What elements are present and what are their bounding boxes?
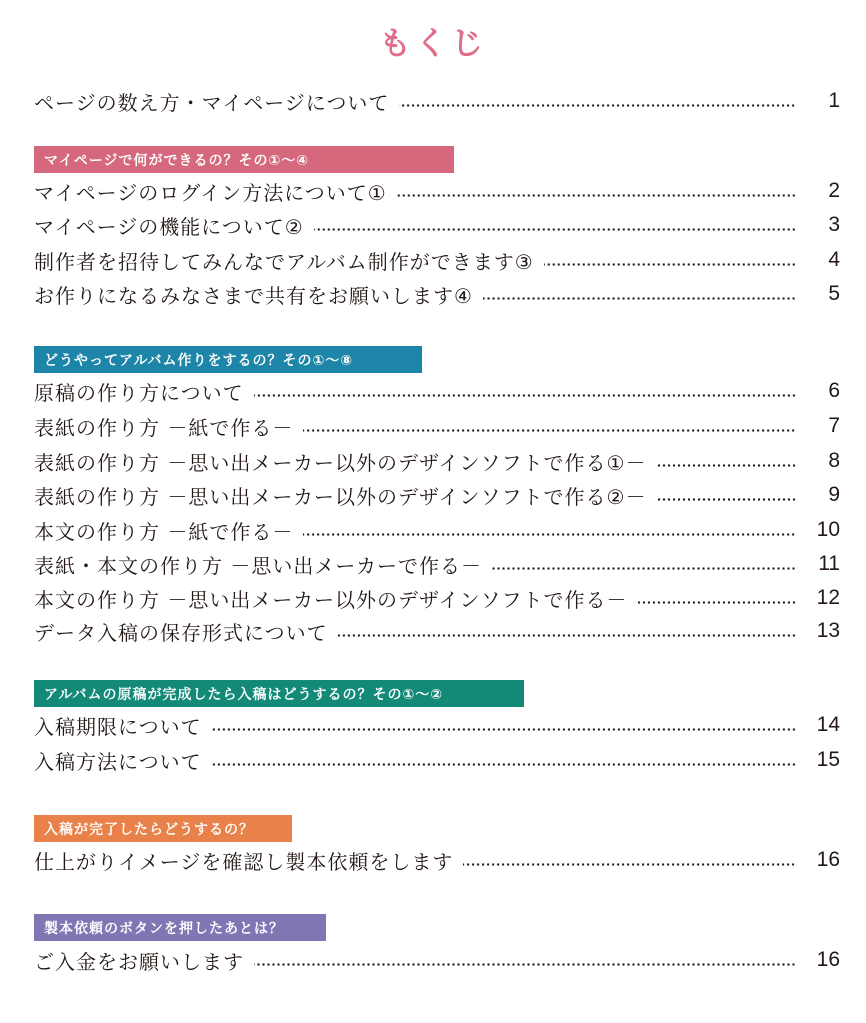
toc-entry-page: 9: [828, 483, 840, 506]
toc-entry-label: 仕上がりイメージを確認し製本依頼をします: [34, 849, 454, 874]
dotted-leader: [544, 263, 796, 266]
toc-entry[interactable]: [34, 210, 840, 240]
dotted-leader: [657, 464, 797, 467]
toc-entry[interactable]: [34, 446, 840, 476]
toc-entry-page: 2: [828, 179, 840, 202]
toc-entry[interactable]: [34, 845, 840, 875]
toc-entry-page: 16: [816, 948, 840, 971]
toc-entry-label: 表紙の作り方 －思い出メーカー以外のデザインソフトで作る①－: [34, 450, 647, 475]
toc-entry-page: 11: [818, 552, 840, 575]
section-header-after-binding-request: 製本依頼のボタンを押したあとは？: [34, 914, 326, 941]
dotted-leader: [314, 228, 796, 231]
dotted-leader: [338, 634, 796, 637]
dotted-leader: [397, 194, 796, 197]
dotted-leader: [463, 863, 796, 866]
toc-entry-label: 表紙・本文の作り方 －思い出メーカーで作る－: [34, 553, 482, 578]
dotted-leader: [303, 429, 796, 432]
toc-entry-page: 5: [828, 282, 840, 305]
toc-entry[interactable]: [34, 176, 840, 206]
toc-entry[interactable]: [34, 245, 840, 275]
dotted-leader: [254, 963, 796, 966]
toc-entry-label: ご入金をお願いします: [34, 949, 244, 974]
toc-entry[interactable]: [34, 549, 840, 579]
toc-entry[interactable]: [34, 616, 840, 646]
toc-entry-page: 12: [816, 586, 840, 609]
dotted-leader: [254, 394, 796, 397]
dotted-leader: [483, 297, 796, 300]
toc-entry-label: 入稿方法について: [34, 749, 202, 774]
dotted-leader: [303, 533, 796, 536]
toc-entry[interactable]: [34, 745, 840, 775]
toc-entry-page-counting[interactable]: [34, 86, 840, 116]
toc-entry[interactable]: [34, 515, 840, 545]
toc-entry-page: 4: [828, 248, 840, 271]
section-header-submission: アルバムの原稿が完成したら入稿はどうするの？その①～②: [34, 680, 524, 707]
toc-entry[interactable]: [34, 710, 840, 740]
toc-entry-label: 本文の作り方 －思い出メーカー以外のデザインソフトで作る－: [34, 587, 628, 612]
toc-entry-page: 3: [828, 213, 840, 236]
toc-entry-label: 本文の作り方 －紙で作る－: [34, 519, 294, 544]
dotted-leader: [212, 763, 796, 766]
toc-entry[interactable]: [34, 583, 840, 613]
section-header-mypage: マイページで何ができるの？その①～④: [34, 146, 454, 173]
toc-entry-page: 15: [816, 748, 840, 771]
toc-entry-page: 13: [816, 619, 840, 642]
toc-entry[interactable]: [34, 376, 840, 406]
toc-entry-label: マイページの機能について②: [34, 214, 304, 239]
toc-entry-page: 16: [816, 848, 840, 871]
dotted-leader: [212, 728, 796, 731]
toc-entry[interactable]: [34, 945, 840, 975]
toc-entry-page: 1: [828, 89, 840, 112]
toc-entry-label: 入稿期限について: [34, 714, 202, 739]
toc-entry-label: 原稿の作り方について: [34, 380, 244, 405]
dotted-leader: [399, 104, 796, 107]
toc-entry-page: 7: [828, 414, 840, 437]
page-title: もくじ: [378, 24, 487, 62]
dotted-leader: [657, 498, 797, 501]
toc-entry-page: 10: [816, 518, 840, 541]
toc-entry-label: ページの数え方・マイページについて: [34, 90, 390, 115]
dotted-leader: [638, 601, 796, 604]
toc-entry-label: 制作者を招待してみんなでアルバム制作ができます③: [34, 249, 534, 274]
section-header-album-making: どうやってアルバム作りをするの？その①～⑧: [34, 346, 422, 373]
toc-entry-label: 表紙の作り方 －思い出メーカー以外のデザインソフトで作る②－: [34, 484, 647, 509]
toc-entry-label: マイページのログイン方法について①: [34, 180, 387, 205]
toc-entry-label: データ入稿の保存形式について: [34, 620, 328, 645]
dotted-leader: [492, 567, 796, 570]
toc-entry-page: 6: [828, 379, 840, 402]
toc-entry-label: 表紙の作り方 －紙で作る－: [34, 415, 294, 440]
section-header-after-submission: 入稿が完了したらどうするの？: [34, 815, 292, 842]
toc-entry[interactable]: [34, 279, 840, 309]
toc-entry-page: 14: [816, 713, 840, 736]
toc-entry-page: 8: [828, 449, 840, 472]
toc-entry[interactable]: [34, 411, 840, 441]
toc-entry[interactable]: [34, 480, 840, 510]
toc-entry-label: お作りになるみなさまで共有をお願いします④: [34, 283, 473, 308]
